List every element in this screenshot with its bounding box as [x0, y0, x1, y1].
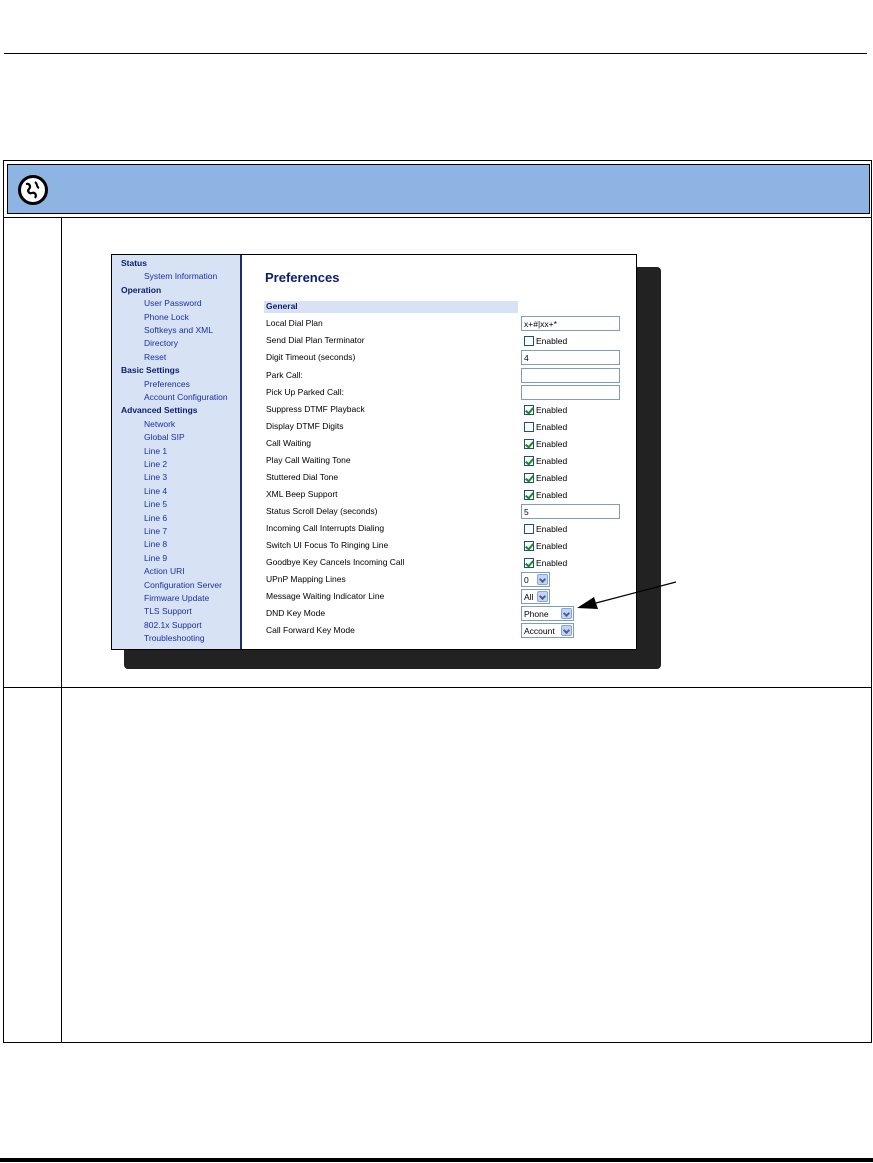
sidebar-heading: Status	[121, 258, 147, 268]
field-label: Message Waiting Indicator Line	[266, 591, 385, 601]
sidebar-item[interactable]: Reset	[144, 351, 167, 362]
section-title: General	[266, 301, 298, 311]
sidebar-item[interactable]: Firmware Update	[144, 593, 210, 603]
checkbox-label: Enabled	[536, 558, 568, 568]
field-label: Local Dial Plan	[266, 318, 323, 328]
checkbox-label: Enabled	[536, 336, 568, 346]
sidebar-item[interactable]: Phone Lock	[144, 311, 189, 322]
sidebar-heading: Advanced Settings	[121, 405, 198, 416]
sidebar-item[interactable]: Troubleshooting	[144, 633, 205, 644]
field-label: Digit Timeout (seconds)	[266, 352, 356, 362]
field-label: Suppress DTMF Playback	[266, 404, 365, 414]
bottom-rule	[0, 1158, 873, 1162]
checkbox-label: Enabled	[536, 524, 568, 534]
field-label: UPnP Mapping Lines	[266, 574, 346, 584]
checkbox-label: Enabled	[536, 405, 568, 415]
select-value: 0	[524, 575, 529, 585]
field-label: Switch UI Focus To Ringing Line	[266, 540, 389, 550]
checkbox-label: Enabled	[536, 473, 568, 483]
sidebar-item[interactable]: Action URI	[144, 566, 185, 577]
checkbox-label: Enabled	[536, 439, 568, 449]
text-input[interactable]: 4	[521, 350, 620, 365]
sidebar-item[interactable]: Directory	[144, 338, 179, 349]
field-label: Send Dial Plan Terminator	[266, 335, 365, 345]
field-label: XML Beep Support	[266, 489, 338, 499]
checkbox-label: Enabled	[536, 456, 568, 466]
page-title: Preferences	[265, 270, 340, 285]
text-input[interactable]: 5	[521, 504, 620, 519]
text-input[interactable]: x+#|xx+*	[521, 316, 620, 331]
select-value: All	[524, 592, 534, 602]
sidebar-item[interactable]: Softkeys and XML	[144, 325, 213, 335]
field-label: DND Key Mode	[266, 608, 326, 618]
sidebar-item[interactable]: Line 4	[144, 485, 168, 496]
field-label: Pick Up Parked Call:	[266, 387, 344, 397]
checkbox-label: Enabled	[536, 490, 568, 500]
sidebar-item[interactable]: Account Configuration	[144, 392, 228, 402]
sidebar-item[interactable]: Line 2	[144, 459, 168, 469]
field-label: Call Waiting	[266, 438, 312, 448]
sidebar-heading: Basic Settings	[121, 365, 180, 376]
sidebar-item[interactable]: Configuration Server	[144, 579, 222, 590]
field-label: Park Call:	[266, 370, 303, 380]
checkbox-label: Enabled	[536, 422, 568, 432]
sidebar-heading: Operation	[121, 284, 162, 295]
field-label: Stuttered Dial Tone	[266, 472, 339, 482]
checkbox-label: Enabled	[536, 541, 568, 551]
sidebar-item[interactable]: Line 7	[144, 526, 168, 536]
sidebar-item[interactable]: Line 1	[144, 445, 168, 456]
select-value: Phone	[524, 609, 549, 619]
field-label: Incoming Call Interrupts Dialing	[266, 523, 385, 533]
field-label: Goodbye Key Cancels Incoming Call	[266, 557, 405, 567]
sidebar-item[interactable]: User Password	[144, 298, 202, 309]
sidebar-item[interactable]: Line 3	[144, 472, 168, 483]
sidebar-item[interactable]: Line 9	[144, 552, 168, 563]
sidebar-item[interactable]: System Information	[144, 271, 218, 282]
field-label: Call Forward Key Mode	[266, 625, 355, 635]
sidebar-item[interactable]: Network	[144, 418, 176, 429]
field-label: Play Call Waiting Tone	[266, 455, 351, 465]
select-value: Account	[524, 626, 555, 636]
sidebar-item[interactable]: TLS Support	[144, 606, 192, 617]
sidebar-item[interactable]: Line 5	[144, 499, 168, 510]
field-label: Display DTMF Digits	[266, 421, 344, 431]
sidebar-item[interactable]: Preferences	[144, 378, 190, 389]
sidebar-item[interactable]: Line 8	[144, 539, 168, 550]
sidebar-item[interactable]: Line 6	[144, 512, 168, 523]
sidebar-item[interactable]: 802.1x Support	[144, 619, 202, 630]
field-label: Status Scroll Delay (seconds)	[266, 506, 378, 516]
sidebar-item[interactable]: Global SIP	[144, 432, 185, 443]
